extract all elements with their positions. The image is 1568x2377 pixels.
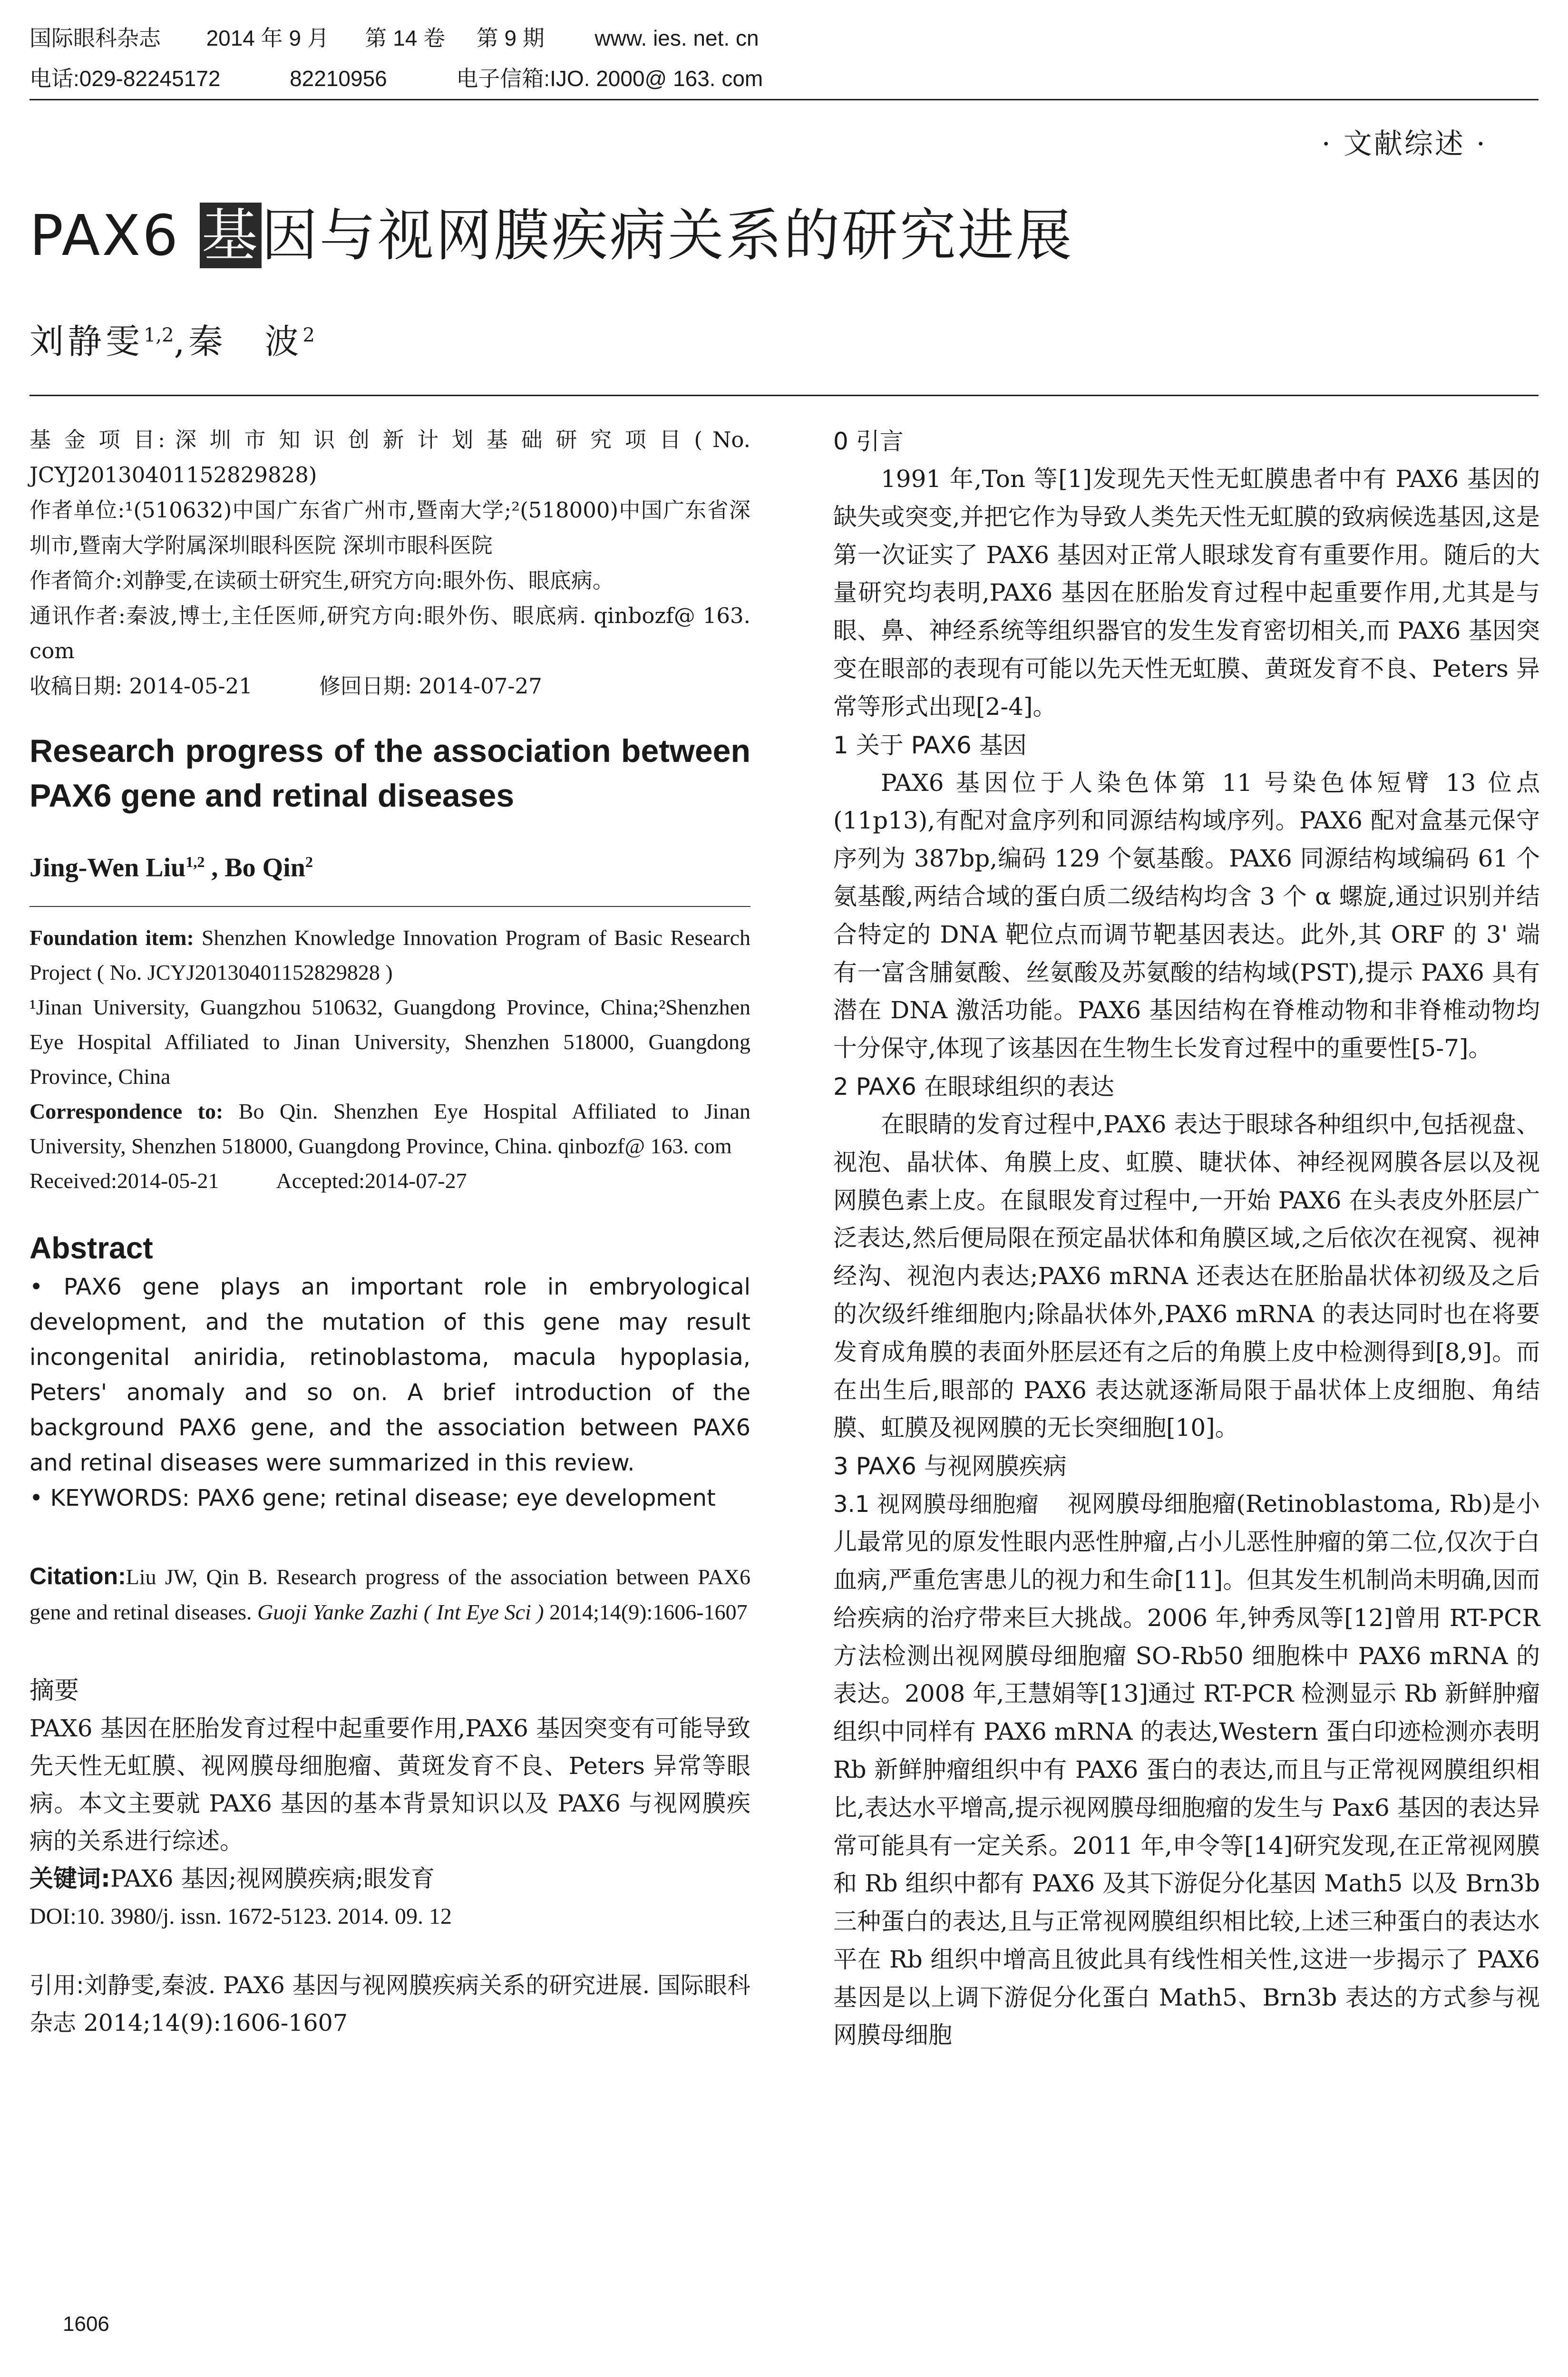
divider bbox=[29, 906, 750, 907]
para-3: 3.1 视网膜母细胞瘤 视网膜母细胞瘤(Retinoblastoma, Rb)是小儿最常见的原发性眼内恶性肿瘤,占小儿恶性肿瘤的第二位,仅次于白血病,严重危害患儿的视力和生命[11]。但其发生机制尚未明确,因而给疾病的治疗带来巨大挑战。2006 年,钟秀凤等[12]曾用 RT-PCR 方法检测出视网膜母细胞瘤 SO-Rb50 细胞株中 PAX6 mRNA 的表达。2008 年,王慧娟等[13]通过 RT-PCR 检测显示 Rb 新鲜肿瘤组织中同样有 PAX6 mRNA 的表达,Western 蛋白印迹检测亦表明 Rb 新鲜肿瘤组织中有 PAX6 蛋白的表达,而且与正常视网膜组织相比,表达水平增高,提示视网膜母细胞瘤的发生与 Pax6 基因的表达异常可能具有一定关系。2011 年,申令等[14]研究发现,在正常视网膜和 Rb 组织中都有 PAX6 及其下游促分化基因 Math5 以及 Brn3b 三种蛋白的表达,且与正常视网膜组织相比较,上述三种蛋白的表达水平在 Rb 组织中增高且彼此具有线性相关性,这进一步揭示了 PAX6 基因是以上调下游促分化蛋白 Math5、Brn3b 表达的方式参与视网膜母细胞 bbox=[833, 1490, 1540, 2049]
heading-3-1: 3.1 视网膜母细胞瘤 bbox=[833, 1491, 1039, 1518]
zh-abstract-body: PAX6 基因在胚胎发育过程中起重要作用,PAX6 基因突变有可能导致先天性无虹膜、视网膜母细胞瘤、黄斑发育不良、Peters 异常等眼病。本文主要就 PAX6 基因的基本背景知识以及 PAX6 与视网膜疾病的关系进行综述。 bbox=[29, 1714, 750, 1855]
english-authors: Jing-Wen Liu$^{1,2}$ , Bo Qin$^2$ bbox=[29, 853, 313, 883]
left-column bbox=[29, 422, 750, 2042]
bio-cn: 作者简介:刘静雯,在读硕士研究生,研究方向:眼外伤、眼底病。 bbox=[29, 568, 614, 593]
heading-1: 1 关于 PAX6 基因 bbox=[833, 731, 1027, 759]
volume: 第 14 卷 bbox=[365, 26, 446, 50]
english-title: Research progress of the association between PAX6 gene and retinal diseases bbox=[29, 733, 750, 814]
affiliation-cn: 作者单位:¹(510632)中国广东省广州市,暨南大学;²(518000)中国广东省深圳市,暨南大学附属深圳眼科医院 深圳市眼科医院 bbox=[29, 497, 750, 558]
citation-en: Citation:Liu JW, Qin B. Research progress of the association between PAX6 gene and retinal diseases. Guoji Yanke Zazhi ( Int Eye Sci ) 2014;14(9):1606-1607 bbox=[29, 1562, 750, 1624]
heading-intro: 0 引言 bbox=[833, 428, 904, 455]
authors-cn: 刘静雯$^{1,2}$,秦 波$^2$ bbox=[29, 321, 315, 361]
article-title: PAX6 基因与视网膜疾病关系的研究进展 bbox=[29, 203, 1074, 268]
journal-name: 国际眼科杂志 bbox=[29, 26, 161, 50]
title-highlight: 基 bbox=[200, 203, 262, 268]
issue-date: 2014 年 9 月 bbox=[206, 26, 329, 50]
affiliation-en: ¹Jinan University, Guangzhou 510632, Guangdong Province, China;²Shenzhen Eye Hospital Affiliated to Jinan University, Shenzhen 518000, Guangdong Province, China bbox=[29, 994, 750, 1089]
heading-3: 3 PAX6 与视网膜疾病 bbox=[833, 1452, 1067, 1481]
running-header-line1 bbox=[29, 24, 759, 52]
email[interactable]: 电子信箱:IJO. 2000@ 163. com bbox=[456, 66, 763, 91]
abstract-heading: Abstract bbox=[29, 1230, 153, 1265]
page-number: 1606 bbox=[63, 2312, 109, 2336]
title-rule bbox=[29, 395, 1539, 396]
fax: 82210956 bbox=[290, 66, 387, 91]
dates-en: Received:2014-05-21 Accepted:2014-07-27 bbox=[29, 1168, 467, 1193]
correspondence-en: Correspondence to: Bo Qin. Shenzhen Eye Hospital Affiliated to Jinan University, Shenzhen 518000, Guangdong Province, China. qinbozf@ 163. com bbox=[29, 1099, 750, 1158]
citation-cn: 引用:刘静雯,秦波. PAX6 基因与视网膜疾病关系的研究进展. 国际眼科杂志 2014;14(9):1606-1607 bbox=[29, 1971, 750, 2036]
foundation-en: Foundation item: Shenzhen Knowledge Innovation Program of Basic Research Project ( No. JCYJ20130401152829828 ) bbox=[29, 925, 750, 984]
heading-2: 2 PAX6 在眼球组织的表达 bbox=[833, 1072, 1114, 1101]
zh-keywords: 关键词:PAX6 基因;视网膜疾病;眼发育 bbox=[29, 1864, 435, 1892]
dates-cn: 收稿日期: 2014-05-21 修回日期: 2014-07-27 bbox=[29, 673, 542, 699]
issue: 第 9 期 bbox=[476, 26, 545, 50]
section-tag: · 文献综述 · bbox=[1321, 127, 1487, 161]
para-intro: 1991 年,Ton 等[1]发现先天性无虹膜患者中有 PAX6 基因的缺失或突变,并把它作为导致人类先天性无虹膜的致病候选基因,这是第一次证实了 PAX6 基因对正常人眼球发育有重要作用。随后的大量研究均表明,PAX6 基因在胚胎发育过程中起重要作用,尤其是与眼、鼻、神经系统等组织器官的发生发育密切相关,而 PAX6 基因突变在眼部的表现有可能以先天性无虹膜、黄斑发育不良、Peters 异常等形式出现[2-4]。 bbox=[833, 465, 1540, 721]
running-header-line2 bbox=[29, 64, 763, 93]
website[interactable]: www. ies. net. cn bbox=[594, 26, 759, 50]
correspondence-cn: 通讯作者:秦波,博士,主任医师,研究方向:眼外伤、眼底病. qinbozf@ 163. com bbox=[29, 603, 750, 663]
header-rule bbox=[29, 99, 1539, 100]
right-column bbox=[833, 422, 1540, 2055]
zh-abstract-heading: 摘要 bbox=[29, 1676, 79, 1705]
para-2: 在眼睛的发育过程中,PAX6 表达于眼球各种组织中,包括视盘、视泡、晶状体、角膜上皮、虹膜、睫状体、神经视网膜各层以及视网膜色素上皮。在鼠眼发育过程中,一开始 PAX6 在头表皮外胚层广泛表达,然后便局限在预定晶状体和角膜区域,之后依次在视窝、视神经沟、视泡内表达;PAX6 mRNA 还表达在胚胎晶状体初级及之后的次级纤维细胞内;除晶状体外,PAX6 mRNA 的表达同时也在将要发育成角膜的表面外胚层还有之后的角膜上皮中检测得到[8,9]。而在出生后,眼部的 PAX6 表达就逐渐局限于晶状体上皮细胞、角结膜、虹膜及视网膜的无长突细胞[10]。 bbox=[833, 1110, 1540, 1442]
foundation-cn: 基 金 项 目: 深 圳 市 知 识 创 新 计 划 基 础 研 究 项 目 ( No. JCYJ20130401152829828) bbox=[29, 427, 750, 487]
doi[interactable]: DOI:10. 3980/j. issn. 1672-5123. 2014. 09. 12 bbox=[29, 1903, 452, 1929]
para-1: PAX6 基因位于人染色体第 11 号染色体短臂 13 位点(11p13),有配对盒序列和同源结构域序列。PAX6 配对盒基元保守序列为 387bp,编码 129 个氨基酸。PAX6 同源结构域编码 61 个氨基酸,两结合域的蛋白质二级结构均含 3 个 α 螺旋,通过识别并结合特定的 DNA 靶位点而调节靶基因表达。此外,其 ORF 的 3' 端有一富含脯氨酸、丝氨酸及苏氨酸的结构域(PST),提示 PAX6 具有潜在 DNA 激活功能。PAX6 基因结构在脊椎动物和非脊椎动物均十分保守,体现了该基因在生物生长发育过程中的重要性[5-7]。 bbox=[833, 769, 1540, 1062]
abstract-body: • PAX6 gene plays an important role in embryological development, and the mutation of this gene may result incongenital aniridia, retinoblastoma, macula hypoplasia, Peters' anomaly and so on. A brief introduction of the background PAX6 gene, and the association between PAX6 and retinal diseases were summarized in this review. bbox=[29, 1273, 750, 1476]
abstract-keywords: • KEYWORDS: PAX6 gene; retinal disease; eye development bbox=[29, 1484, 716, 1511]
phone: 电话:029-82245172 bbox=[29, 66, 221, 91]
